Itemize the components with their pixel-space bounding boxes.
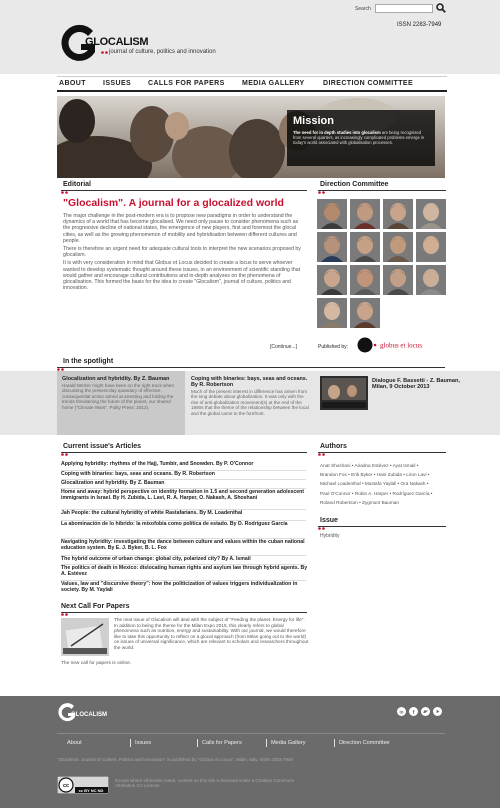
committee-member-photo[interactable] [416, 232, 446, 262]
call-image[interactable] [61, 618, 109, 656]
article-link[interactable]: Home and away: hybrid perspective on identity formation in 1.5 and second generation adolescent immigrants in Israel. By H. Zubida, L. Lavi, R. A. Harper, O. Nakash, A. Shoshani [61, 489, 304, 501]
footer-nav-issues[interactable]: Issues [135, 740, 152, 746]
mission-lead: The need for in depth studies into glocalism [293, 130, 381, 135]
editorial-title: Editorial [63, 181, 92, 188]
spotlight-item[interactable] [57, 371, 185, 435]
article-separator [61, 538, 306, 539]
articles-dots [61, 453, 69, 456]
article-separator [61, 580, 306, 581]
publisher-logo[interactable] [356, 337, 436, 353]
editorial-body [63, 213, 303, 293]
editorial-paragraph: It is with very consideration in mind that Globus et Locus decided to create a locus to serve whoever wanted to develop systematic thought around these issues, in an environment of scientific standing that would gather and encourage cultural contributions and in-depth analyses on the phenomena of glocalisation. This formed the basis for the idea to create "Glocalism", journal of culture, politics and innovation. [63, 260, 301, 292]
article-link[interactable]: Coping with binaries: bays, seas and oceans. By R. Robertson [61, 471, 215, 477]
author-row[interactable]: Paul O'Connor • Robin A. Harper • Rodríguez García • [320, 490, 433, 496]
committee-member-photo[interactable] [317, 232, 347, 262]
search-input[interactable] [375, 4, 433, 13]
issue-link[interactable]: Hybridity [320, 533, 340, 539]
facebook-icon[interactable] [409, 707, 418, 716]
article-separator [61, 470, 306, 471]
nav-media-gallery[interactable]: MEDIA GALLERY [242, 80, 305, 87]
authors-dots [318, 453, 326, 456]
call-online[interactable]: The new call for papers is online. [61, 661, 132, 666]
committee-member-photo[interactable] [350, 199, 380, 229]
editorial-headline[interactable]: "Glocalism". A journal for a glocalized world [63, 197, 284, 209]
issue-title: Issue [320, 517, 338, 524]
editorial-dots [61, 191, 69, 194]
footer-separator [197, 739, 198, 747]
footer-separator [266, 739, 267, 747]
publisher-name: globus et locus [380, 341, 422, 350]
article-separator [61, 509, 306, 510]
spotlight-item-title: Glocalization and hybridity. By Z. Bauman [62, 376, 170, 382]
call-rule [61, 612, 307, 613]
editorial-paragraph: There is therefore an urgent need for adequate cultural tools to interpret the new scenarios proposed by glocalism. [63, 246, 301, 259]
nav-about[interactable]: ABOUT [59, 80, 86, 87]
committee-member-photo[interactable] [383, 265, 413, 295]
editorial-paragraph: The major challenge in the post-modern era is to propose new paradigms in order to understand the dynamics of a world that has become glocalised. We need only pause to consider phenomena such as the progressive decline of national states, the emergence of new players, first and foremost the glocal cities, as well as the growing phenomenon of mobility and hybridisation between different cultures and people. [63, 213, 299, 244]
articles-title: Current issue's Articles [63, 443, 142, 450]
committee-member-photo[interactable] [416, 265, 446, 295]
committee-member-photo[interactable] [350, 232, 380, 262]
authors-list [320, 461, 446, 507]
committee-member-photo[interactable] [317, 199, 347, 229]
continue-link[interactable]: [Continue...] [270, 344, 297, 350]
article-link[interactable]: Values, law and "discursive theory": how the politicization of values triggers individualization in society. By M. Yaylali [61, 581, 298, 593]
article-link[interactable]: The hybrid outcome of urban change: global city, polarized city? By A. Ismail [61, 556, 251, 562]
logo-name: GLOCALISM [85, 36, 149, 48]
spotlight-item[interactable] [186, 371, 314, 435]
logo-tagline: journal of culture, politics and innovation [109, 49, 216, 55]
svg-text:cc: cc [62, 783, 70, 789]
article-separator [61, 479, 306, 480]
call-dots [61, 613, 69, 616]
footer-nav-calls[interactable]: Calls for Papers [202, 740, 242, 746]
call-title: Next Call For Papers [61, 603, 130, 610]
issn: ISSN 2283-7949 [397, 22, 442, 28]
committee-title: Direction Committee [320, 181, 389, 188]
video-thumbnail[interactable] [320, 376, 368, 410]
committee-member-photo[interactable] [350, 298, 380, 328]
committee-rule [318, 190, 446, 191]
youtube-icon[interactable] [433, 707, 442, 716]
article-separator [61, 520, 306, 521]
site-logo[interactable] [57, 22, 257, 68]
committee-member-photo[interactable] [383, 199, 413, 229]
footer-note: "Glocalism. Journal of Culture, Politics and Innovation" is published by "Globus et Locus", Milan, Italy. ISSN 2283-7949 [57, 757, 293, 762]
committee-member-photo[interactable] [416, 199, 446, 229]
committee-dots [318, 191, 326, 194]
license-text: Except where otherwise noted, content on this site is licensed under a Creative Commons Attribution 3.0 License. [115, 778, 294, 789]
logo-dots [101, 51, 109, 54]
nav-issues[interactable]: ISSUES [103, 80, 132, 87]
footer-nav-media[interactable]: Media Gallery [271, 740, 306, 746]
issue-rule [318, 526, 446, 527]
article-separator [61, 555, 306, 556]
svg-text:in: in [399, 709, 404, 715]
call-text: The next issue of Glocalism will deal with the subject of "Feeding the planet. Energy for life". In addition to being the theme for the Milan Expo 2015, this clearly refers to global phenomena such as nutrition, energy and sustainability. With our journal, we would therefore like to take this opportunity to reflect on a glocal approach (from Milan going out to the world) on issues of universal significance, which are relevant to scholars and researchers throughout the world. [114, 617, 309, 650]
cc-license-badge[interactable] [57, 776, 109, 794]
spotlight-rule [57, 367, 445, 368]
article-link[interactable]: Glocalization and hybridity. By Z. Bauman [61, 480, 165, 486]
footer-nav-committee[interactable]: Direction Committee [339, 740, 390, 746]
article-link[interactable]: The politics of death in Mexico: dislocating human rights and asylum law through hybrid agents. By A. Estévez [61, 565, 308, 577]
article-separator [61, 488, 306, 489]
footer-rule [57, 733, 445, 734]
article-link[interactable]: Navigating hybridity: investigating the dance between culture and values within the cuban national education system. By E. J. Byker, B. L. Fox [61, 539, 305, 551]
nav-calls-for-papers[interactable]: CALLS FOR PAPERS [148, 80, 225, 87]
author-row[interactable]: Brandon Fox • Erik Byker • Hani Zubida • Liron Lavi • [320, 472, 430, 478]
mission-box [287, 110, 435, 166]
spotlight-title: In the spotlight [63, 358, 114, 365]
video-title[interactable]: Dialogue F. Bassetti - Z. Bauman, Milan, 9 October 2013 [372, 378, 460, 391]
main-nav [57, 76, 447, 92]
footer-nav-about[interactable]: About [67, 740, 82, 746]
article-link[interactable]: Jah People: the cultural hybridity of white Rastafarians. By M. Loadenthal [61, 510, 243, 516]
author-row[interactable]: Anat Shoshani • Ariadna Estévez • Ayat Ismail • [320, 463, 419, 468]
editorial-rule [61, 190, 307, 191]
committee-member-photo[interactable] [317, 298, 347, 328]
article-link[interactable]: La abominación de lo híbrido: la mixofobia como política de estado. By D. Rodríguez García [61, 521, 288, 527]
authors-rule [318, 452, 446, 453]
mission-body: are being recognised from several quarters, as increasingly complicated problems emerge in today's world associated with globalisation processes. [293, 130, 425, 145]
svg-text:f: f [412, 709, 415, 716]
mission-text [293, 130, 429, 145]
committee-member-photo[interactable] [317, 265, 347, 295]
article-separator [61, 564, 306, 565]
cc-badge-text: cc BY NC ND [78, 788, 104, 793]
hero-banner [57, 96, 445, 178]
authors-title: Authors [320, 443, 347, 450]
issue-dots [318, 527, 326, 530]
spotlight-item-text: Much of the present interest in difference has arisen from the long debate about globalization. It was only with the rise of anti-globalization movement(s) at the end of the 1990s that the theme of the relationship between the local and the global came to the forefront. [191, 389, 309, 416]
articles-rule [61, 452, 307, 453]
footer-separator [334, 739, 335, 747]
article-link[interactable]: Applying hybridity: rhythms of the Hajj, Tumbir, and Snowden. By P. O'Connor [61, 461, 254, 467]
committee-member-photo[interactable] [383, 232, 413, 262]
author-row[interactable]: Roland Robertson • Zygmunt Bauman [320, 499, 400, 505]
twitter-icon[interactable] [421, 707, 430, 716]
footer-separator [130, 739, 131, 747]
spotlight-item-title: Coping with binaries: bays, seas and oceans. By R. Robertson [191, 376, 308, 388]
mission-title: Mission [293, 115, 334, 127]
author-row[interactable]: Michael Loadenthal • Mustafa Yaylali • Ora Nakash • [320, 481, 429, 487]
committee-member-photo[interactable] [350, 265, 380, 295]
footer-logo-name: GLOCALISM [71, 712, 107, 718]
nav-direction-committee[interactable]: DIRECTION COMMITTEE [323, 80, 414, 87]
spotlight-item-text: Harald Welzer might have been on the right track when discussing the present-day quandary of effective, consequential action aimed at arresting and folding the trends threatening the future of the planet, our shared home ("Climate Wars", Polity Press: 2012). [62, 383, 175, 410]
footer-logo[interactable] [57, 702, 127, 724]
search-icon[interactable] [436, 3, 446, 13]
search-label: Search [355, 6, 371, 12]
linkedin-icon[interactable] [397, 707, 406, 716]
published-by-label: Published by: [318, 344, 349, 350]
